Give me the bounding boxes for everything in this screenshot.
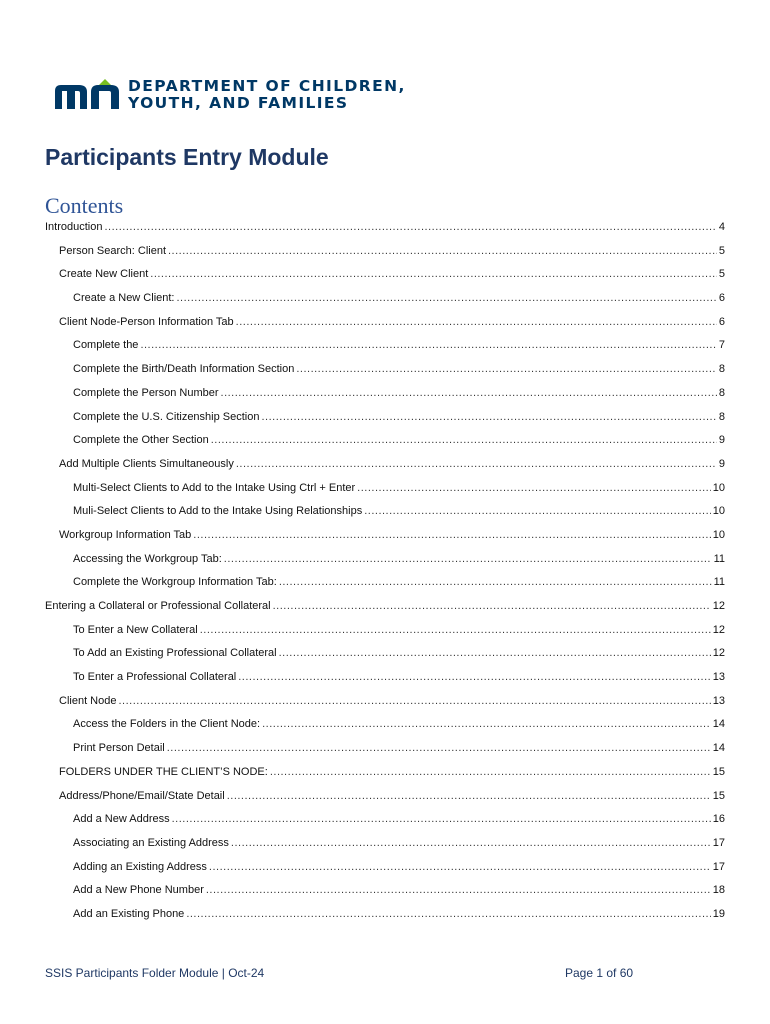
toc-entry[interactable] bbox=[45, 529, 725, 553]
toc-entry[interactable] bbox=[45, 482, 725, 506]
toc-dot-leader bbox=[273, 600, 711, 612]
toc-entry-page[interactable]: 12 bbox=[712, 647, 725, 660]
toc-entry-page[interactable]: 11 bbox=[713, 552, 725, 565]
toc-dot-leader bbox=[140, 339, 716, 351]
toc-dot-leader bbox=[279, 576, 712, 588]
minnesota-logo-icon bbox=[53, 79, 121, 111]
toc-entry-page[interactable]: 10 bbox=[712, 528, 725, 541]
toc-dot-leader bbox=[270, 766, 711, 778]
toc-entry-title[interactable]: Create New Client bbox=[59, 268, 149, 281]
toc-dot-leader bbox=[150, 268, 717, 280]
toc-entry-title[interactable]: Complete the Person Number bbox=[73, 386, 219, 399]
toc-entry-title[interactable]: To Enter a New Collateral bbox=[73, 623, 198, 636]
toc-entry[interactable] bbox=[45, 268, 725, 292]
toc-dot-leader bbox=[200, 624, 711, 636]
toc-entry-title[interactable]: Complete the U.S. Citizenship Section bbox=[73, 410, 260, 423]
toc-entry[interactable] bbox=[45, 790, 725, 814]
table-of-contents bbox=[45, 221, 725, 932]
logo-line-2: YOUTH, AND FAMILIES bbox=[128, 94, 349, 112]
toc-dot-leader bbox=[279, 647, 711, 659]
toc-entry[interactable] bbox=[45, 245, 725, 269]
toc-entry[interactable] bbox=[45, 576, 725, 600]
toc-entry-page[interactable]: 13 bbox=[712, 694, 725, 707]
toc-entry-page[interactable]: 10 bbox=[712, 481, 725, 494]
toc-entry-page[interactable]: 9 bbox=[718, 434, 725, 447]
toc-entry-page[interactable]: 13 bbox=[712, 671, 725, 684]
toc-entry[interactable] bbox=[45, 647, 725, 671]
toc-entry[interactable] bbox=[45, 292, 725, 316]
toc-dot-leader bbox=[209, 861, 711, 873]
toc-entry[interactable] bbox=[45, 363, 725, 387]
toc-entry-title[interactable]: Address/Phone/Email/State Detail bbox=[59, 789, 225, 802]
toc-entry-page[interactable]: 6 bbox=[718, 292, 725, 305]
toc-entry-title[interactable]: Entering a Collateral or Professional Collateral bbox=[45, 600, 271, 612]
toc-dot-leader bbox=[193, 529, 710, 541]
toc-entry-page[interactable]: 6 bbox=[718, 315, 725, 328]
logo-line-1: DEPARTMENT OF CHILDREN, bbox=[128, 77, 406, 95]
document-title: Participants Entry Module bbox=[45, 144, 329, 170]
toc-entry-title[interactable]: Complete the Workgroup Information Tab: bbox=[73, 576, 277, 589]
toc-dot-leader bbox=[231, 837, 711, 849]
toc-dot-leader bbox=[186, 908, 710, 920]
toc-entry-page[interactable]: 14 bbox=[712, 742, 725, 755]
toc-entry[interactable] bbox=[45, 316, 725, 340]
toc-entry-title[interactable]: To Enter a Professional Collateral bbox=[73, 671, 237, 684]
toc-entry-page[interactable]: 16 bbox=[712, 813, 725, 826]
toc-entry[interactable] bbox=[45, 766, 725, 790]
toc-entry-title[interactable]: Add a New Phone Number bbox=[73, 884, 204, 897]
toc-entry-title[interactable]: Print Person Detail bbox=[73, 742, 165, 755]
toc-entry[interactable] bbox=[45, 671, 725, 695]
toc-entry-title[interactable]: Client Node-Person Information Tab bbox=[59, 315, 234, 328]
toc-entry-title[interactable]: Multi-Select Clients to Add to the Intake Using Ctrl + Enter bbox=[73, 481, 356, 494]
toc-entry-page[interactable]: 15 bbox=[712, 789, 725, 802]
toc-entry[interactable] bbox=[45, 339, 725, 363]
toc-dot-leader bbox=[168, 245, 717, 257]
toc-entry-page[interactable]: 7 bbox=[718, 339, 725, 352]
toc-entry-title[interactable]: Muli-Select Clients to Add to the Intake Using Relationships bbox=[73, 505, 363, 518]
toc-entry-page[interactable]: 8 bbox=[718, 410, 725, 423]
toc-entry-title[interactable]: Complete the bbox=[73, 339, 139, 352]
toc-entry-title[interactable]: Workgroup Information Tab bbox=[59, 528, 192, 541]
toc-dot-leader bbox=[177, 292, 717, 304]
toc-entry-title[interactable]: Complete the Birth/Death Information Section bbox=[73, 363, 295, 376]
toc-entry-title[interactable]: Add an Existing Phone bbox=[73, 907, 185, 920]
toc-entry-page[interactable]: 12 bbox=[712, 623, 725, 636]
toc-entry-title[interactable]: Access the Folders in the Client Node: bbox=[73, 718, 261, 731]
footer-document-label: SSIS Participants Folder Module | Oct-24 bbox=[45, 966, 265, 980]
toc-dot-leader bbox=[236, 316, 717, 328]
toc-entry[interactable] bbox=[45, 861, 725, 885]
toc-entry-page[interactable]: 14 bbox=[712, 718, 725, 731]
toc-entry[interactable] bbox=[45, 908, 725, 932]
toc-entry-page[interactable]: 18 bbox=[712, 884, 725, 897]
contents-heading: Contents bbox=[45, 193, 124, 218]
toc-entry-title[interactable]: FOLDERS UNDER THE CLIENT’S NODE: bbox=[59, 765, 268, 778]
toc-entry[interactable] bbox=[45, 600, 725, 624]
toc-entry-page[interactable]: 11 bbox=[713, 576, 725, 589]
toc-entry-page[interactable]: 17 bbox=[712, 860, 725, 873]
toc-dot-leader bbox=[206, 884, 711, 896]
toc-entry-page[interactable]: 5 bbox=[718, 268, 725, 281]
toc-entry-title[interactable]: Adding an Existing Address bbox=[73, 860, 207, 873]
toc-entry[interactable] bbox=[45, 813, 725, 837]
toc-entry[interactable] bbox=[45, 624, 725, 648]
toc-dot-leader bbox=[118, 695, 710, 707]
toc-entry-title[interactable]: Create a New Client: bbox=[73, 292, 175, 305]
toc-entry-page[interactable]: 4 bbox=[718, 221, 725, 233]
logo-text bbox=[128, 78, 406, 112]
toc-dot-leader bbox=[167, 742, 711, 754]
toc-entry[interactable] bbox=[45, 221, 725, 245]
toc-dot-leader bbox=[211, 434, 717, 446]
toc-entry-page[interactable]: 9 bbox=[718, 457, 725, 470]
toc-dot-leader bbox=[227, 790, 711, 802]
toc-dot-leader bbox=[261, 411, 716, 423]
toc-entry-title[interactable]: Add Multiple Clients Simultaneously bbox=[59, 457, 234, 470]
toc-dot-leader bbox=[172, 813, 711, 825]
toc-entry-page[interactable]: 5 bbox=[718, 244, 725, 257]
toc-entry[interactable] bbox=[45, 411, 725, 435]
toc-dot-leader bbox=[236, 458, 717, 470]
toc-entry[interactable] bbox=[45, 742, 725, 766]
toc-entry[interactable] bbox=[45, 695, 725, 719]
toc-entry[interactable] bbox=[45, 884, 725, 908]
toc-entry-title[interactable]: Add a New Address bbox=[73, 813, 170, 826]
toc-entry-page[interactable]: 8 bbox=[718, 386, 725, 399]
toc-dot-leader bbox=[357, 482, 711, 494]
toc-entry-title[interactable]: Client Node bbox=[59, 694, 117, 707]
mn-dcyf-logo bbox=[53, 78, 406, 112]
toc-entry-title[interactable]: Accessing the Workgroup Tab: bbox=[73, 552, 222, 565]
toc-entry-page[interactable]: 17 bbox=[712, 836, 725, 849]
toc-dot-leader bbox=[238, 671, 711, 683]
toc-entry[interactable] bbox=[45, 434, 725, 458]
toc-dot-leader bbox=[262, 718, 711, 730]
toc-dot-leader bbox=[221, 387, 717, 399]
toc-entry-page[interactable]: 10 bbox=[712, 505, 725, 518]
toc-entry-title[interactable]: To Add an Existing Professional Collateral bbox=[73, 647, 277, 660]
toc-entry-page[interactable]: 15 bbox=[712, 765, 725, 778]
toc-entry[interactable] bbox=[45, 718, 725, 742]
toc-dot-leader bbox=[296, 363, 717, 375]
footer-page-number: Page 1 of 60 bbox=[565, 966, 634, 980]
toc-entry-title[interactable]: Complete the Other Section bbox=[73, 434, 209, 447]
toc-entry[interactable] bbox=[45, 837, 725, 861]
toc-entry-title[interactable]: Associating an Existing Address bbox=[73, 836, 229, 849]
toc-entry-page[interactable]: 8 bbox=[718, 363, 725, 376]
toc-entry[interactable] bbox=[45, 458, 725, 482]
toc-entry-title[interactable]: Introduction bbox=[45, 221, 103, 233]
toc-dot-leader bbox=[364, 505, 711, 517]
toc-entry[interactable] bbox=[45, 505, 725, 529]
toc-entry-title[interactable]: Person Search: Client bbox=[59, 244, 166, 257]
toc-entry[interactable] bbox=[45, 553, 725, 577]
toc-entry-page[interactable]: 12 bbox=[712, 600, 725, 612]
toc-dot-leader bbox=[224, 553, 712, 565]
toc-dot-leader bbox=[104, 221, 716, 233]
toc-entry-page[interactable]: 19 bbox=[712, 907, 725, 920]
toc-entry[interactable] bbox=[45, 387, 725, 411]
